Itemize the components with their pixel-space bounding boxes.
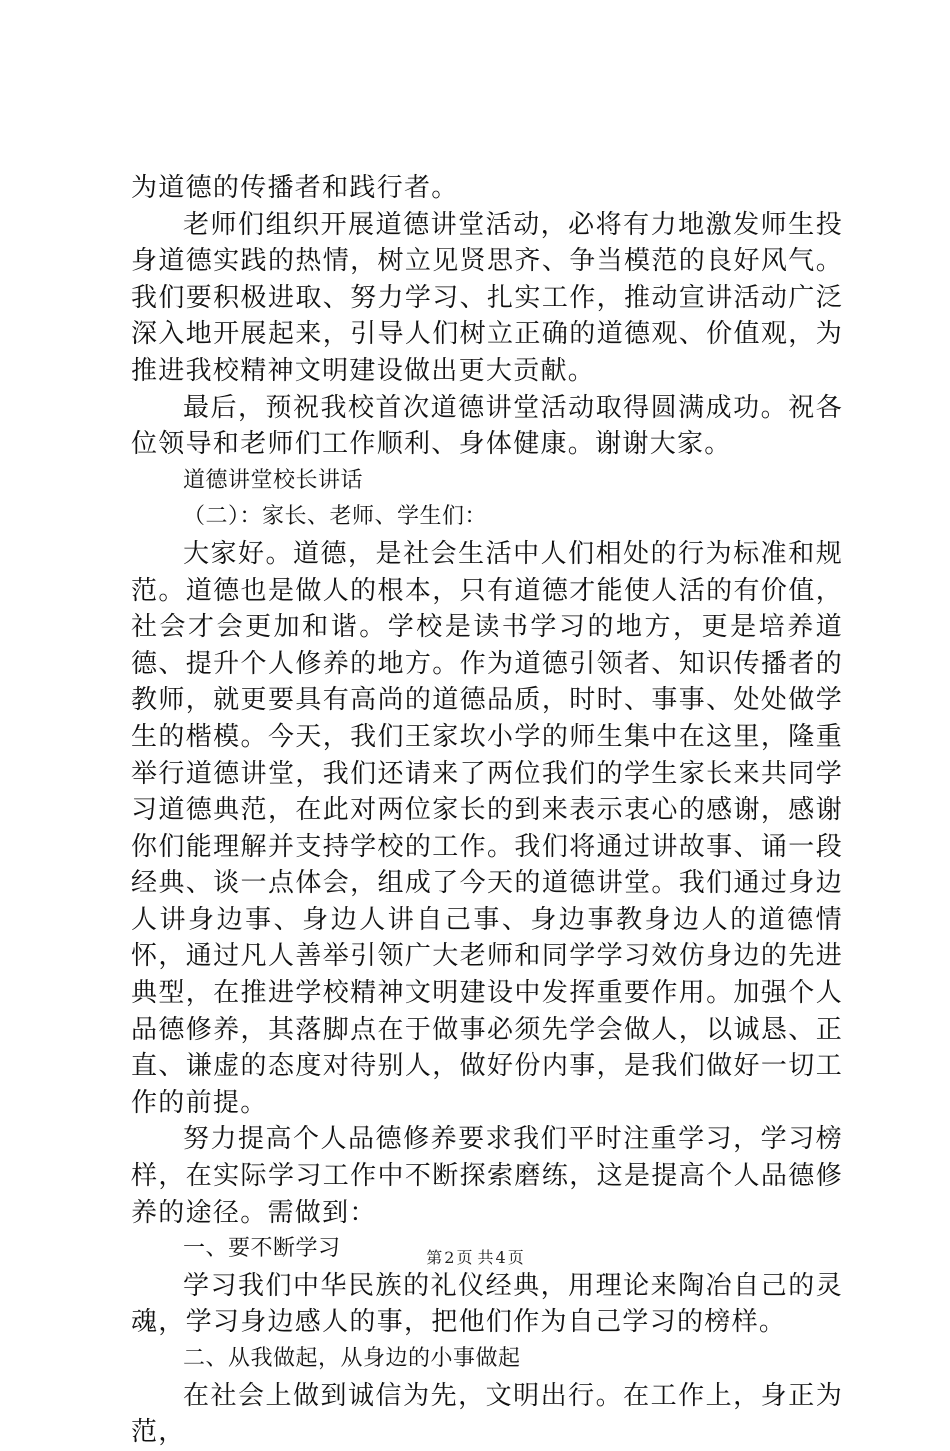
list-heading-1: 一、要不断学习 xyxy=(183,1236,341,1262)
paragraph-closing-wishes: 最后，预祝我校首次道德讲堂活动取得圆满成功。祝各位领导和老师们工作顺利、身体健康。谢谢大家。 xyxy=(131,392,843,460)
paragraph-continuation: 为道德的传播者和践行者。 xyxy=(131,173,459,203)
section-title: 道德讲堂校长讲话 xyxy=(183,467,364,493)
footer-page-number: 2 xyxy=(444,1248,455,1267)
footer-mid: 页 共 xyxy=(456,1248,494,1267)
paragraph-introduction: 大家好。道德，是社会生活中人们相处的行为标准和规范。道德也是做人的根本，只有道德才能使人活的有价值，社会才会更加和谐。学校是读书学习的地方，更是培养道德、提升个人修养的地方。作为道德引领者、知识传播者的教师，就更要具有高尚的道德品质，时时、事事、处处做学生的楷模。今天，我们王家坎小学的师生集中在这里，隆重举行道德讲堂，我们还请来了两位我们的学生家长来共同学习道德典范，在此对两位家长的到来表示衷心的感谢，感谢你们能理解并支持学校的工作。我们将通过讲故事、诵一段经典、谈一点体会，组成了今天的道德讲堂。我们通过身边人讲身边事、身边人讲自己事、身边事教身边人的道德情怀，通过凡人善举引领广大老师和同学学习效仿身边的先进典型，在推进学校精神文明建设中发挥重要作用。加强个人品德修养，其落脚点在于做事必须先学会做人，以诚恳、正直、谦虚的态度对待别人，做好份内事，是我们做好一切工作的前提。 xyxy=(131,538,843,1118)
footer-page-total: 4 xyxy=(495,1248,506,1267)
footer-prefix: 第 xyxy=(426,1248,443,1267)
paragraph-moral-lecture-effect: 老师们组织开展道德讲堂活动，必将有力地激发师生投身道德实践的热情，树立见贤思齐、争当模范的良好风气。我们要积极进取、努力学习、扎实工作，推动宣讲活动广泛深入地开展起来，引导人们树立正确的道德观、价值观，为推进我校精神文明建设做出更大贡献。 xyxy=(131,209,843,386)
list-heading-2: 二、从我做起，从身边的小事做起 xyxy=(183,1346,521,1371)
paragraph-self-improvement: 努力提高个人品德修养要求我们平时注重学习，学习榜样，在实际学习工作中不断探索磨练，这是提高个人品德修养的途径。需做到： xyxy=(131,1124,843,1228)
footer-suffix: 页 xyxy=(507,1248,524,1267)
paragraph-conduct: 在社会上做到诚信为先，文明出行。在工作上，身正为范， xyxy=(131,1380,843,1448)
paragraph-learning: 学习我们中华民族的礼仪经典，用理论来陶冶自己的灵魂，学习身边感人的事，把他们作为自己学习的榜样。 xyxy=(131,1270,843,1338)
section-greeting: （二）：家长、老师、学生们： xyxy=(183,504,488,530)
page-footer xyxy=(0,1245,950,1268)
